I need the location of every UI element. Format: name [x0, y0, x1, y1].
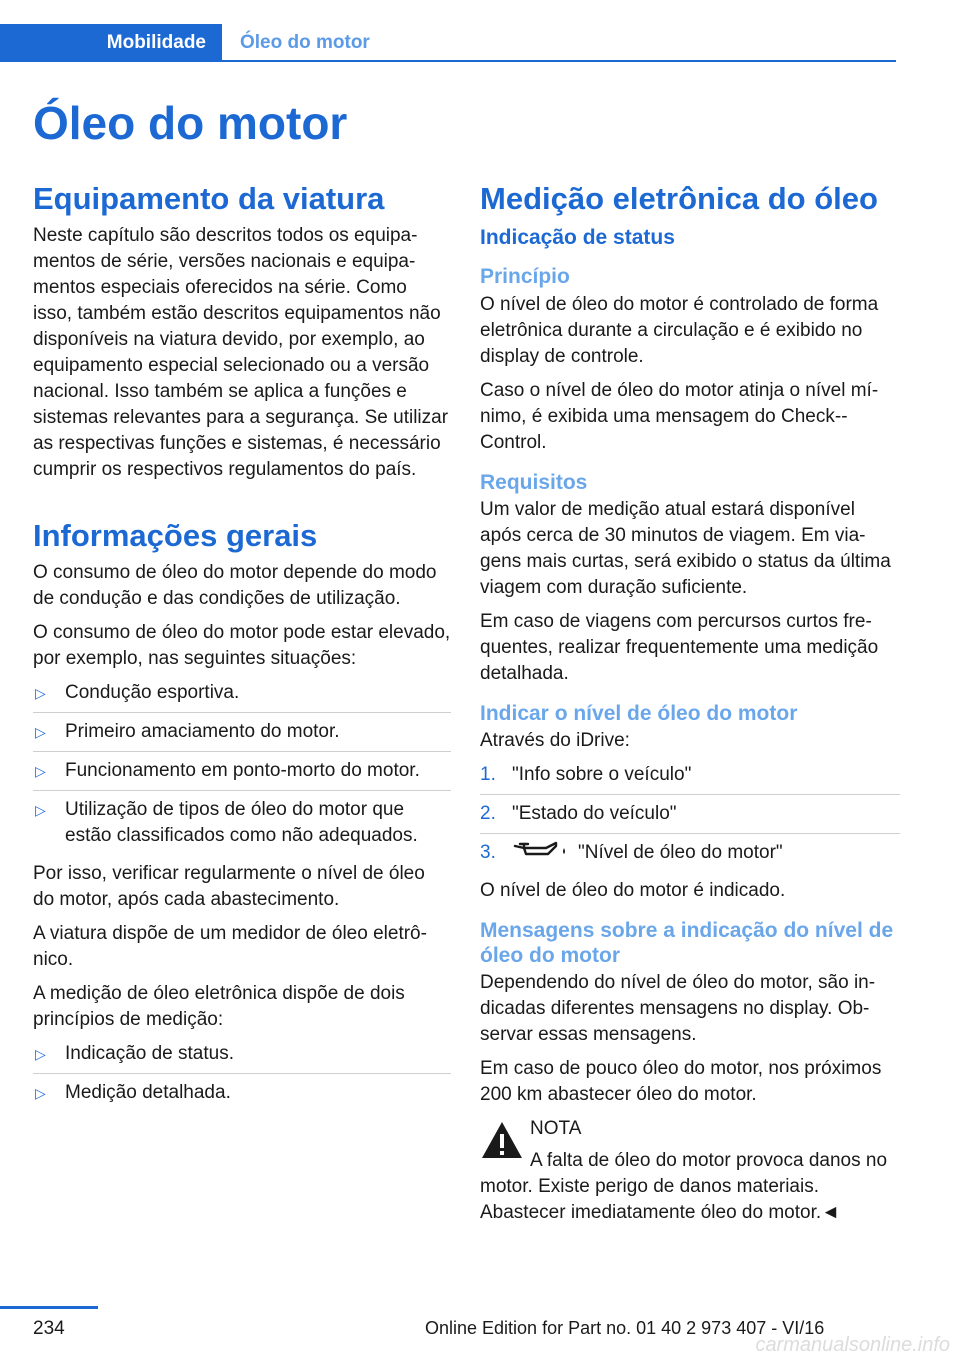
paragraph-principios: A medição de óleo eletrônica dispõe de dois princípios de medição: — [33, 983, 405, 1031]
triangle-bullet-icon: ▷ — [35, 1085, 46, 1102]
paragraph-medidor: A viatura dispõe de um medidor de óleo eletrônico. — [33, 923, 427, 971]
heading-informacoes-gerais: Informações gerais — [33, 518, 318, 554]
idrive-steps — [480, 762, 900, 872]
step-item: 1. "Info sobre o veículo" — [480, 762, 900, 795]
oil-can-icon — [512, 840, 572, 862]
list-item: ▷ Funcionamento em ponto-morto do motor. — [33, 758, 451, 791]
step-item: 2. "Estado do veículo" — [480, 801, 900, 834]
heading-mensagens: Mensagens sobre a indicação do nível de óleo do motor — [480, 918, 894, 968]
warning-title: NOTA — [530, 1118, 582, 1140]
paragraph-mensagens-1: Dependendo do nível de óleo do motor, são indicadas diferentes mensagens no display. Observar essas mensagens. — [480, 972, 876, 1046]
paragraph-principio-1: O nível de óleo do motor é controlado de forma eletrônica durante a circulação e é exibido no display de controle. — [480, 293, 879, 367]
list-item: ▷ Medição detalhada. — [33, 1080, 451, 1112]
right-column — [480, 180, 900, 1234]
heading-medicao-eletronica: Medição eletrônica do óleo — [480, 181, 878, 216]
paragraph-idrive: Através do iDrive: — [480, 729, 630, 751]
paragraph-consumo-elevado: O consumo de óleo do motor pode estar elevado, por exemplo, nas seguintes situações: — [33, 622, 451, 670]
page-header — [0, 24, 896, 62]
heading-requisitos: Requisitos — [480, 470, 588, 494]
heading-indicar-nivel: Indicar o nível de óleo do motor — [480, 701, 798, 725]
edition-info: Online Edition for Part no. 01 40 2 973 407 - VI/16 — [425, 1318, 825, 1338]
warning-text: A falta de óleo do motor provoca danos no motor. Existe perigo de danos materiais. Abastecer imediatamente óleo do motor.◄ — [480, 1150, 888, 1224]
heading-indicacao-status: Indicação de status — [480, 226, 675, 250]
triangle-bullet-icon: ▷ — [35, 1046, 46, 1063]
triangle-bullet-icon: ▷ — [35, 802, 46, 819]
section-tab-oleo-do-motor[interactable]: Óleo do motor — [240, 32, 370, 53]
principles-list — [33, 1041, 451, 1112]
footer-accent-line — [0, 1306, 98, 1309]
triangle-bullet-icon: ▷ — [35, 763, 46, 780]
paragraph-requisitos-1: Um valor de medição atual estará disponível após cerca de 30 minutos de viagem. Em viagens mais curtas, será exibido o status da última viagem com duração suficiente. — [480, 498, 891, 598]
paragraph-equipamento: Neste capítulo são descritos todos os equipamentos de série, versões nacionais e equipamentos especiais oferecidos na série. Como isso, também estão descritos equipamentos não disponíveis na viatura devido, por exemplo, ao equipamento especial selecionado ou a versão nacional. Isso também se aplica a funções e sistemas relevantes para a segurança. Se utilizar as respectivas funções e sistemas, é necessário cumprir os respectivos regulamentos do país. — [33, 225, 449, 481]
chapter-tab-mobilidade[interactable]: Mobilidade — [0, 24, 222, 62]
list-item: ▷ Utilização de tipos de óleo do motor que estão classificados como não adequados. — [33, 797, 451, 855]
list-item: ▷ Condução esportiva. — [33, 680, 451, 713]
page-number: 234 — [33, 1318, 65, 1339]
step-item: 3. "Nível de óleo do motor" — [480, 841, 783, 863]
list-item: ▷ Indicação de status. — [33, 1041, 451, 1074]
paragraph-principio-2: Caso o nível de óleo do motor atinja o nível mínimo, é exibida uma mensagem do Check-Control. — [480, 379, 879, 453]
triangle-bullet-icon: ▷ — [35, 685, 46, 702]
paragraph-mensagens-2: Em caso de pouco óleo do motor, nos próximos 200 km abastecer óleo do motor. — [480, 1058, 882, 1106]
warning-triangle-icon — [480, 1120, 524, 1160]
triangle-bullet-icon: ▷ — [35, 724, 46, 741]
heading-principio: Princípio — [480, 265, 570, 289]
paragraph-consumo: O consumo de óleo do motor depende do modo de condução e das condições de utilização. — [33, 562, 437, 610]
heading-equipamento: Equipamento da viatura — [33, 181, 385, 216]
watermark: carmanualsonline.info — [755, 1334, 950, 1356]
left-column — [33, 180, 451, 1118]
list-item: ▷ Primeiro amaciamento do motor. — [33, 719, 451, 752]
situations-list — [33, 680, 451, 855]
page-title: Óleo do motor — [33, 97, 348, 149]
paragraph-requisitos-2: Em caso de viagens com percursos curtos frequentes, realizar frequentemente uma medição detalhada. — [480, 610, 879, 684]
paragraph-nivel-indicado: O nível de óleo do motor é indicado. — [480, 879, 786, 901]
paragraph-verificar: Por isso, verificar regularmente o nível de óleo do motor, após cada abastecimento. — [33, 863, 425, 911]
